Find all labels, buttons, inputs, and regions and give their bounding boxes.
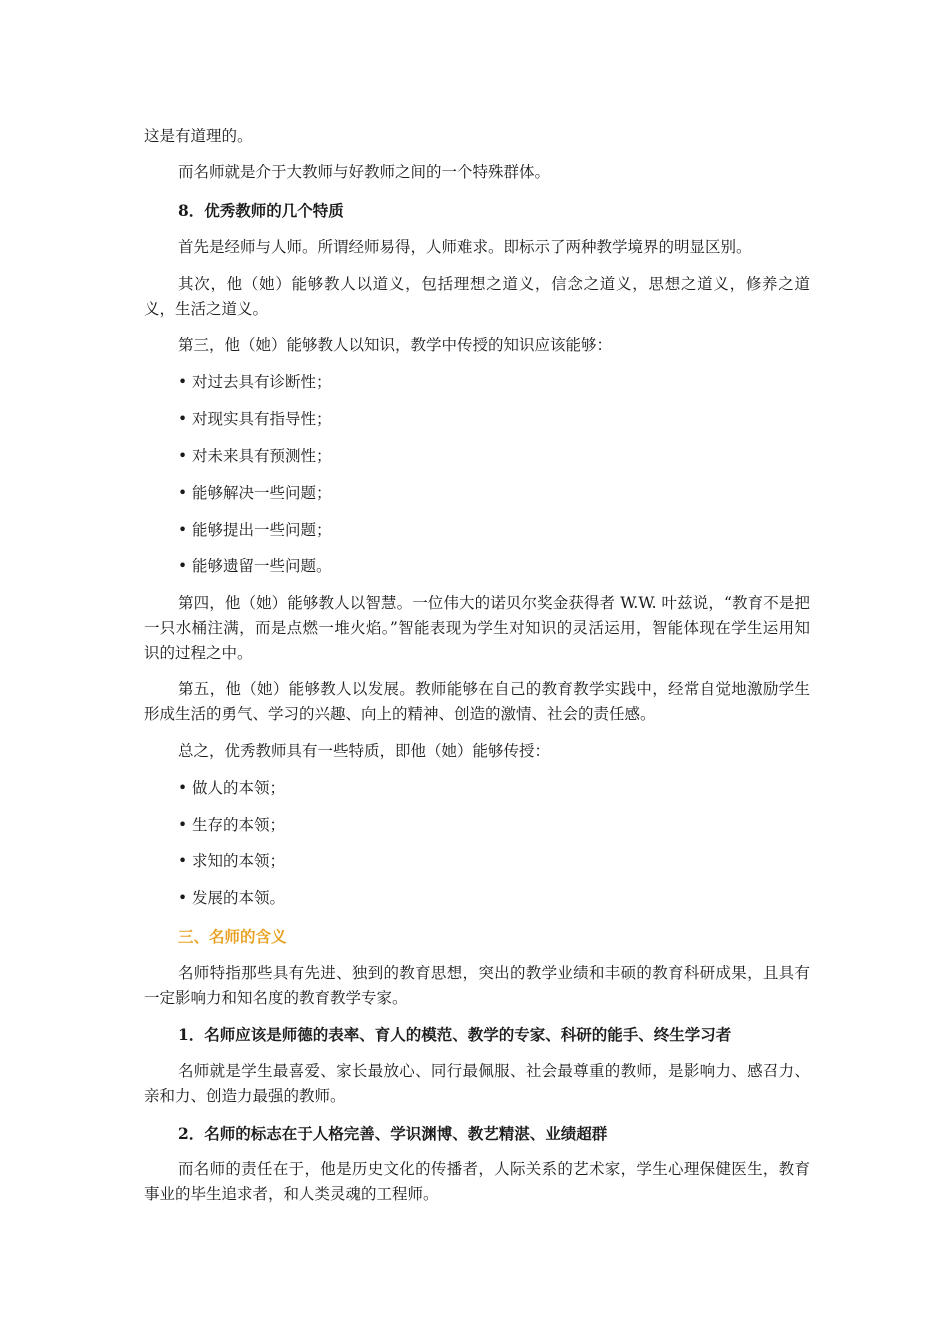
subheading: 2．名师的标志在于人格完善、学识渊博、教艺精湛、业绩超群 xyxy=(178,1124,608,1143)
paragraph: 而名师就是介于大教师与好教师之间的一个特殊群体。 xyxy=(178,163,551,181)
bullet-icon: • xyxy=(178,779,188,797)
bullet-icon: • xyxy=(178,889,188,907)
list-item: • 对过去具有诊断性； xyxy=(178,370,332,395)
paragraph: 首先是经师与人师。所谓经师易得，人师难求。即标示了两种教学境界的明显区别。 xyxy=(178,238,752,256)
bullet-icon: • xyxy=(178,373,188,391)
paragraph: 这是有道理的。 xyxy=(144,127,253,145)
bullet-icon: • xyxy=(178,521,188,539)
list-item: • 对现实具有指导性； xyxy=(178,407,332,432)
subheading: 1．名师应该是师德的表率、育人的模范、教学的专家、科研的能手、终生学习者 xyxy=(178,1025,732,1044)
paragraph: 第四，他（她）能够教人以智慧。一位伟大的诺贝尔奖金获得者 W.W. 叶兹说，“教育不是把一只水桶注满，而是点燃一堆火焰。”智能表现为学生对知识的灵活运用，智能体现在学生运用知识的过程之中。 xyxy=(144,594,810,662)
section-heading: 三、名师的含义 xyxy=(178,927,287,946)
list-item: • 求知的本领； xyxy=(178,849,285,874)
list-item: • 发展的本领。 xyxy=(178,886,285,911)
list-item: • 做人的本领； xyxy=(178,776,285,801)
list-item: • 能够提出一些问题； xyxy=(178,518,332,543)
list-item: • 生存的本领； xyxy=(178,813,285,838)
list-item: • 能够遗留一些问题。 xyxy=(178,554,332,579)
bullet-icon: • xyxy=(178,557,188,575)
list-item: • 能够解决一些问题； xyxy=(178,481,332,506)
list-item: • 对未来具有预测性； xyxy=(178,444,332,469)
paragraph: 第三，他（她）能够教人以知识，教学中传授的知识应该能够： xyxy=(178,336,613,354)
paragraph: 总之，优秀教师具有一些特质，即他（她）能够传授： xyxy=(178,742,551,760)
bullet-icon: • xyxy=(178,410,188,428)
paragraph: 名师就是学生最喜爱、家长最放心、同行最佩服、社会最尊重的教师，是影响力、感召力、亲和力、创造力最强的教师。 xyxy=(144,1062,810,1105)
bullet-icon: • xyxy=(178,816,188,834)
bullet-icon: • xyxy=(178,484,188,502)
bullet-icon: • xyxy=(178,447,188,465)
paragraph: 名师特指那些具有先进、独到的教育思想，突出的教学业绩和丰硕的教育科研成果，且具有一定影响力和知名度的教育教学专家。 xyxy=(144,964,810,1007)
paragraph: 第五，他（她）能够教人以发展。教师能够在自己的教育教学实践中，经常自觉地激励学生形成生活的勇气、学习的兴趣、向上的精神、创造的激情、社会的责任感。 xyxy=(144,680,810,723)
paragraph: 其次，他（她）能够教人以道义，包括理想之道义，信念之道义，思想之道义，修养之道义，生活之道义。 xyxy=(144,275,810,318)
paragraph: 而名师的责任在于，他是历史文化的传播者，人际关系的艺术家，学生心理保健医生，教育事业的毕生追求者，和人类灵魂的工程师。 xyxy=(144,1160,810,1203)
subheading: 8．优秀教师的几个特质 xyxy=(178,201,344,220)
bullet-icon: • xyxy=(178,852,188,870)
